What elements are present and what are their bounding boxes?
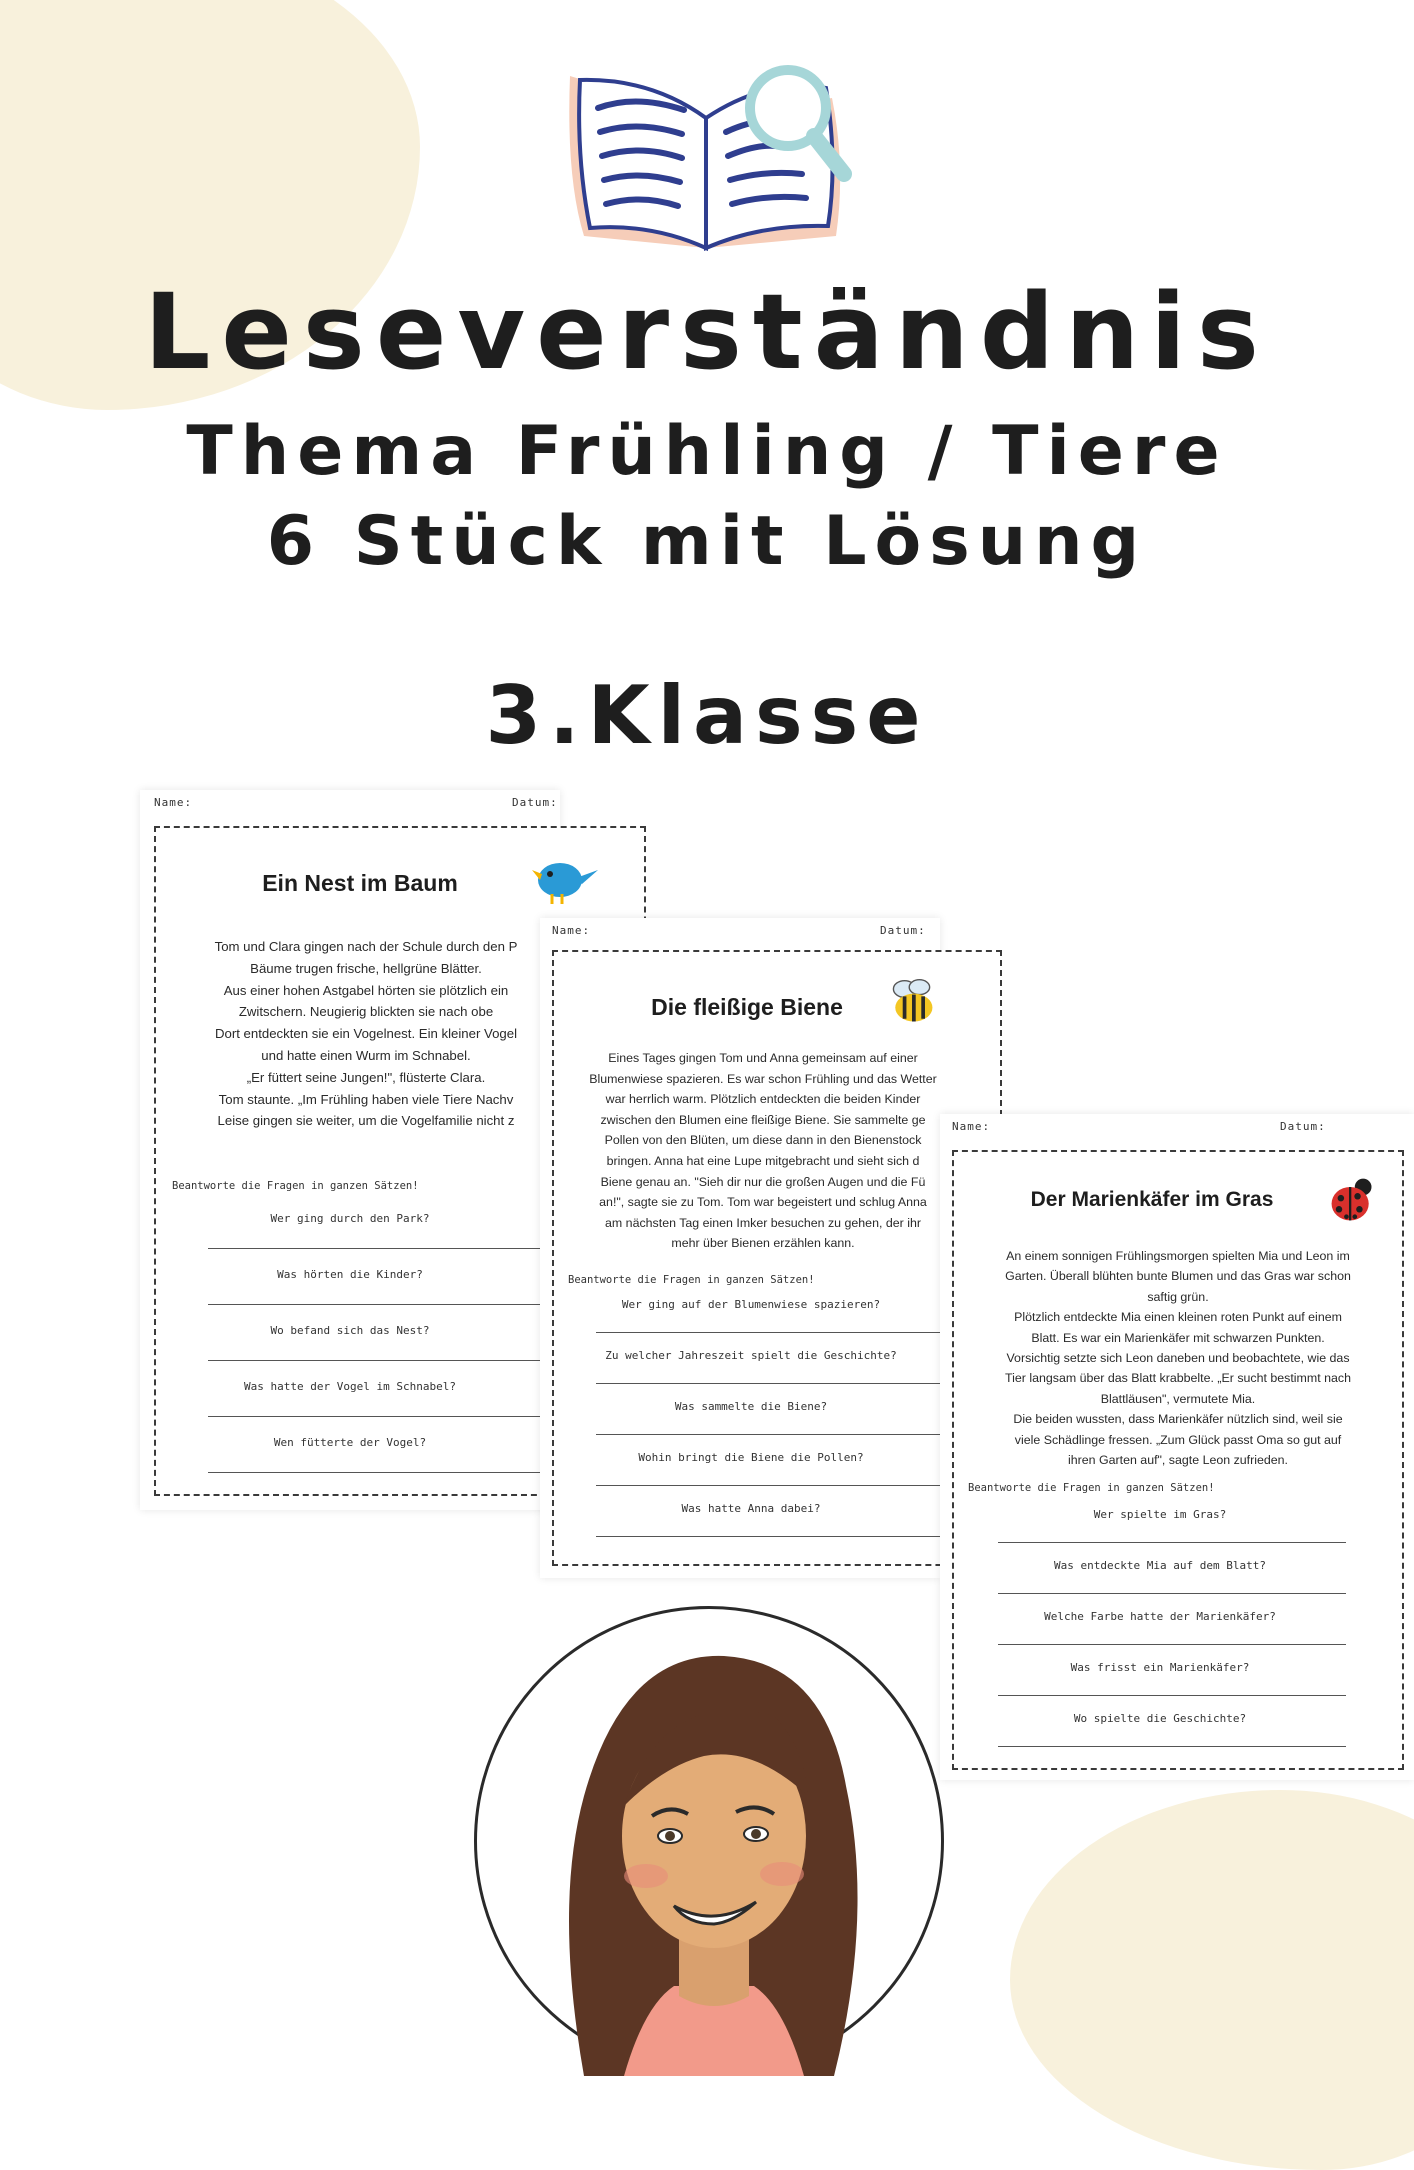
answer-line[interactable] xyxy=(998,1593,1346,1594)
worksheet-card-2 xyxy=(540,918,940,1578)
worksheet-story-2: Eines Tages gingen Tom und Anna gemeinsam auf einer Blumenwiese spazieren. Es war schon Frühling und das Wetter war herrlich warm. Plötzlich entdeckten die beiden Kinder zwischen den Blumen eine fleißige Biene. Sie sammelte ge Pollen von den Blüten, um diese dann in den Bienenstock bringen. Anna hat eine Lupe mitgebracht und sieht sich d Biene genau an. "Sieh dir nur die großen Augen und die Fü an!", sagte sie zu Tom. Tom war begeistert und schlug Anna am nächsten Tag einen Imker besuchen zu gehen, der ihr mehr über Bienen erzählen kann. xyxy=(589,1051,937,1251)
answer-line[interactable] xyxy=(208,1472,544,1473)
question-list-3 xyxy=(974,1508,1346,1763)
cover-title: Leseverständnis xyxy=(144,271,1270,393)
answer-line[interactable] xyxy=(596,1383,948,1384)
name-label: Name: xyxy=(952,1120,991,1133)
question-item: Welche Farbe hatte der Marienkäfer? xyxy=(974,1610,1346,1661)
name-label: Name: xyxy=(154,796,193,809)
question-item: Wo spielte die Geschichte? xyxy=(974,1712,1346,1763)
answer-line[interactable] xyxy=(208,1416,544,1417)
question-item: Was frisst ein Marienkäfer? xyxy=(974,1661,1346,1712)
question-item: Wohin bringt die Biene die Pollen? xyxy=(554,1451,948,1502)
ladybug-icon xyxy=(1326,1174,1378,1226)
worksheet-card-1 xyxy=(140,790,560,1510)
worksheet-frame-2 xyxy=(552,950,1002,1566)
answer-line[interactable] xyxy=(208,1360,544,1361)
question-item: Was hatte der Vogel im Schnabel? xyxy=(156,1380,544,1436)
worksheet-card-3 xyxy=(940,1114,1414,1780)
worksheet-story-1: Tom und Clara gingen nach der Schule durch den P Bäume trugen frische, hellgrüne Blätter. Aus einer hohen Astgabel hörten sie plötzlich ein Zwitschern. Neugierig blickten sie nach obe Dort entdeckten sie ein Vogelnest. Ein kleiner Vogel und hatte einen Wurm im Schnabel. „Er füttert seine Jungen!", flüsterte Clara. Tom staunte. „Im Frühling haben viele Tiere Nachv Leise gingen sie weiter, um die Vogelfamilie nicht z xyxy=(214,939,518,1129)
worksheet-instruction-3: Beantworte die Fragen in ganzen Sätzen! xyxy=(968,1482,1215,1494)
date-label: Datum: xyxy=(1280,1120,1326,1133)
date-label: Datum: xyxy=(512,796,558,809)
cover-subtitle-theme: Thema Frühling / Tiere xyxy=(186,412,1228,491)
answer-line[interactable] xyxy=(596,1485,948,1486)
worksheet-title-2: Die fleißige Biene xyxy=(651,994,843,1020)
question-item: Wer ging durch den Park? xyxy=(156,1212,544,1268)
question-item: Wen fütterte der Vogel? xyxy=(156,1436,544,1492)
worksheet-frame-3 xyxy=(952,1150,1404,1770)
date-label: Datum: xyxy=(880,924,926,937)
answer-line[interactable] xyxy=(596,1536,948,1537)
avatar xyxy=(474,1606,944,2076)
background-blob-bottom-right xyxy=(1010,1790,1414,2170)
cover-grade: 3.Klasse xyxy=(485,669,929,762)
answer-line[interactable] xyxy=(998,1746,1346,1747)
answer-line[interactable] xyxy=(596,1332,948,1333)
question-item: Wer spielte im Gras? xyxy=(974,1508,1346,1559)
answer-line[interactable] xyxy=(596,1434,948,1435)
worksheet-story-3: An einem sonnigen Frühlingsmorgen spielten Mia und Leon im Garten. Überall blühten bunte Blumen und das Gras war schon saftig grün. Plötzlich entdeckte Mia einen kleinen roten Punkt auf einem Blatt. Es war ein Marienkäfer mit schwarzen Punkten. Vorsichtig setzte sich Leon daneben und beobachtete, wie das Tier langsam über das Blatt krabbelte. „Er sucht bestimmt nach Blattläusen", vermutete Mia. Die beiden wussten, dass Marienkäfer nützlich sind, weil sie viele Schädlinge fressen. „Zum Glück passt Oma so gut auf ihren Garten auf", sagte Leon zufrieden. xyxy=(1005,1249,1351,1468)
question-item: Was hörten die Kinder? xyxy=(156,1268,544,1324)
answer-line[interactable] xyxy=(208,1248,544,1249)
worksheet-title-1: Ein Nest im Baum xyxy=(262,870,458,896)
question-item: Zu welcher Jahreszeit spielt die Geschichte? xyxy=(554,1349,948,1400)
question-item: Was sammelte die Biene? xyxy=(554,1400,948,1451)
question-list-2 xyxy=(554,1298,948,1553)
name-label: Name: xyxy=(552,924,591,937)
worksheet-instruction-1: Beantworte die Fragen in ganzen Sätzen! xyxy=(172,1180,419,1192)
bee-icon xyxy=(884,976,940,1028)
cover-subtitle-count: 6 Stück mit Lösung xyxy=(266,502,1148,581)
book-icon xyxy=(556,58,856,258)
question-item: Was entdeckte Mia auf dem Blatt? xyxy=(974,1559,1346,1610)
question-item: Wo befand sich das Nest? xyxy=(156,1324,544,1380)
worksheet-title-3: Der Marienkäfer im Gras xyxy=(1030,1188,1274,1211)
bird-icon xyxy=(530,854,600,906)
answer-line[interactable] xyxy=(998,1542,1346,1543)
answer-line[interactable] xyxy=(208,1304,544,1305)
question-item: Wer ging auf der Blumenwiese spazieren? xyxy=(554,1298,948,1349)
question-list-1 xyxy=(156,1212,544,1492)
answer-line[interactable] xyxy=(998,1644,1346,1645)
worksheet-instruction-2: Beantworte die Fragen in ganzen Sätzen! xyxy=(568,1274,815,1286)
question-item: Was hatte Anna dabei? xyxy=(554,1502,948,1553)
answer-line[interactable] xyxy=(998,1695,1346,1696)
